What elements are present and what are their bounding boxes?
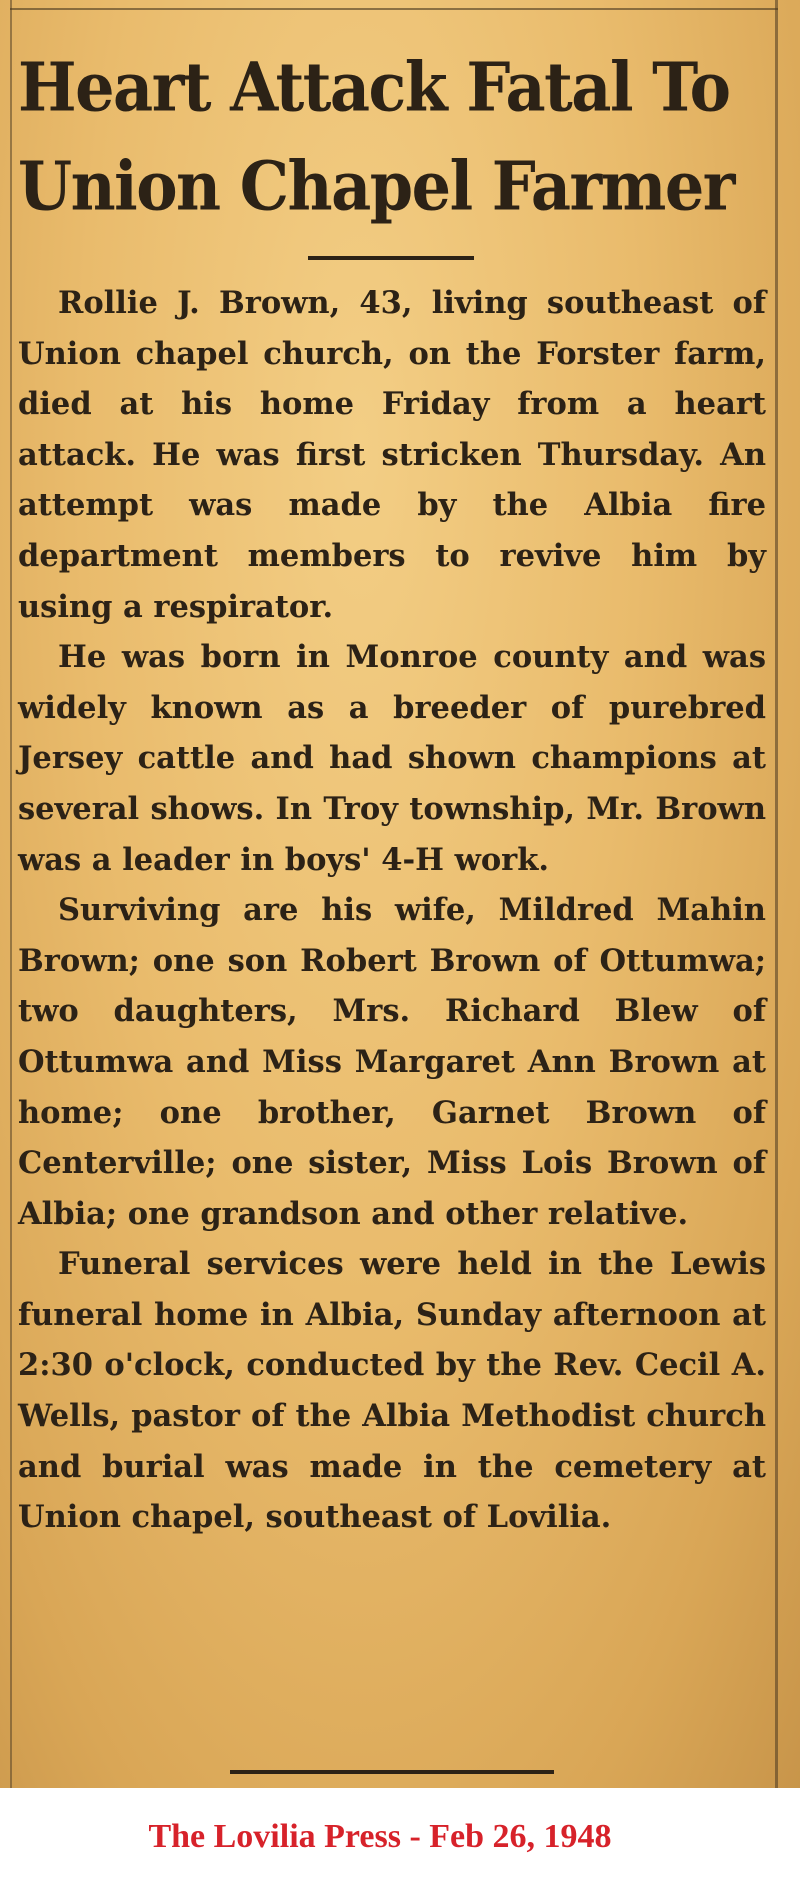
headline-line-2: Union Chapel Farmer xyxy=(18,147,734,226)
headline-line-1: Heart Attack Fatal To xyxy=(18,47,730,127)
top-border-line xyxy=(10,8,778,10)
article-body xyxy=(18,278,766,1543)
left-border-line xyxy=(10,0,12,1788)
source-caption: The Lovilia Press - Feb 26, 1948 xyxy=(148,1818,612,1855)
article-headline xyxy=(18,38,770,237)
paragraph-death: Rollie J. Brown, 43, living southeast of Union chapel church, on the Forster farm, died at his home Friday from a heart attack. He was first stricken Thursday. An attempt was made by the Albia fire department members to revive him by using a respirator. xyxy=(18,285,766,625)
right-border-line xyxy=(775,0,778,1788)
paragraph-survivors: Surviving are his wife, Mildred Mahin Brown; one son Robert Brown of Ottumwa; two daughters, Mrs. Richard Blew of Ottumwa and Miss Margaret Ann Brown at home; one brother, Garnet Brown of Centerville; one sister, Miss Lois Brown of Albia; one grandson and other relative. xyxy=(18,892,766,1232)
paragraph-biography: He was born in Monroe county and was widely known as a breeder of purebred Jersey cattle and had shown champions at several shows. In Troy township, Mr. Brown was a leader in boys' 4-H work. xyxy=(18,639,766,878)
headline-divider xyxy=(308,256,474,260)
end-divider xyxy=(230,1770,554,1774)
paragraph-funeral: Funeral services were held in the Lewis funeral home in Albia, Sunday afternoon at 2:30 o'clock, conducted by the Rev. Cecil A. Wells, pastor of the Albia Methodist church and burial was made in the cemetery at Union chapel, southeast of Lovilia. xyxy=(18,1246,766,1536)
